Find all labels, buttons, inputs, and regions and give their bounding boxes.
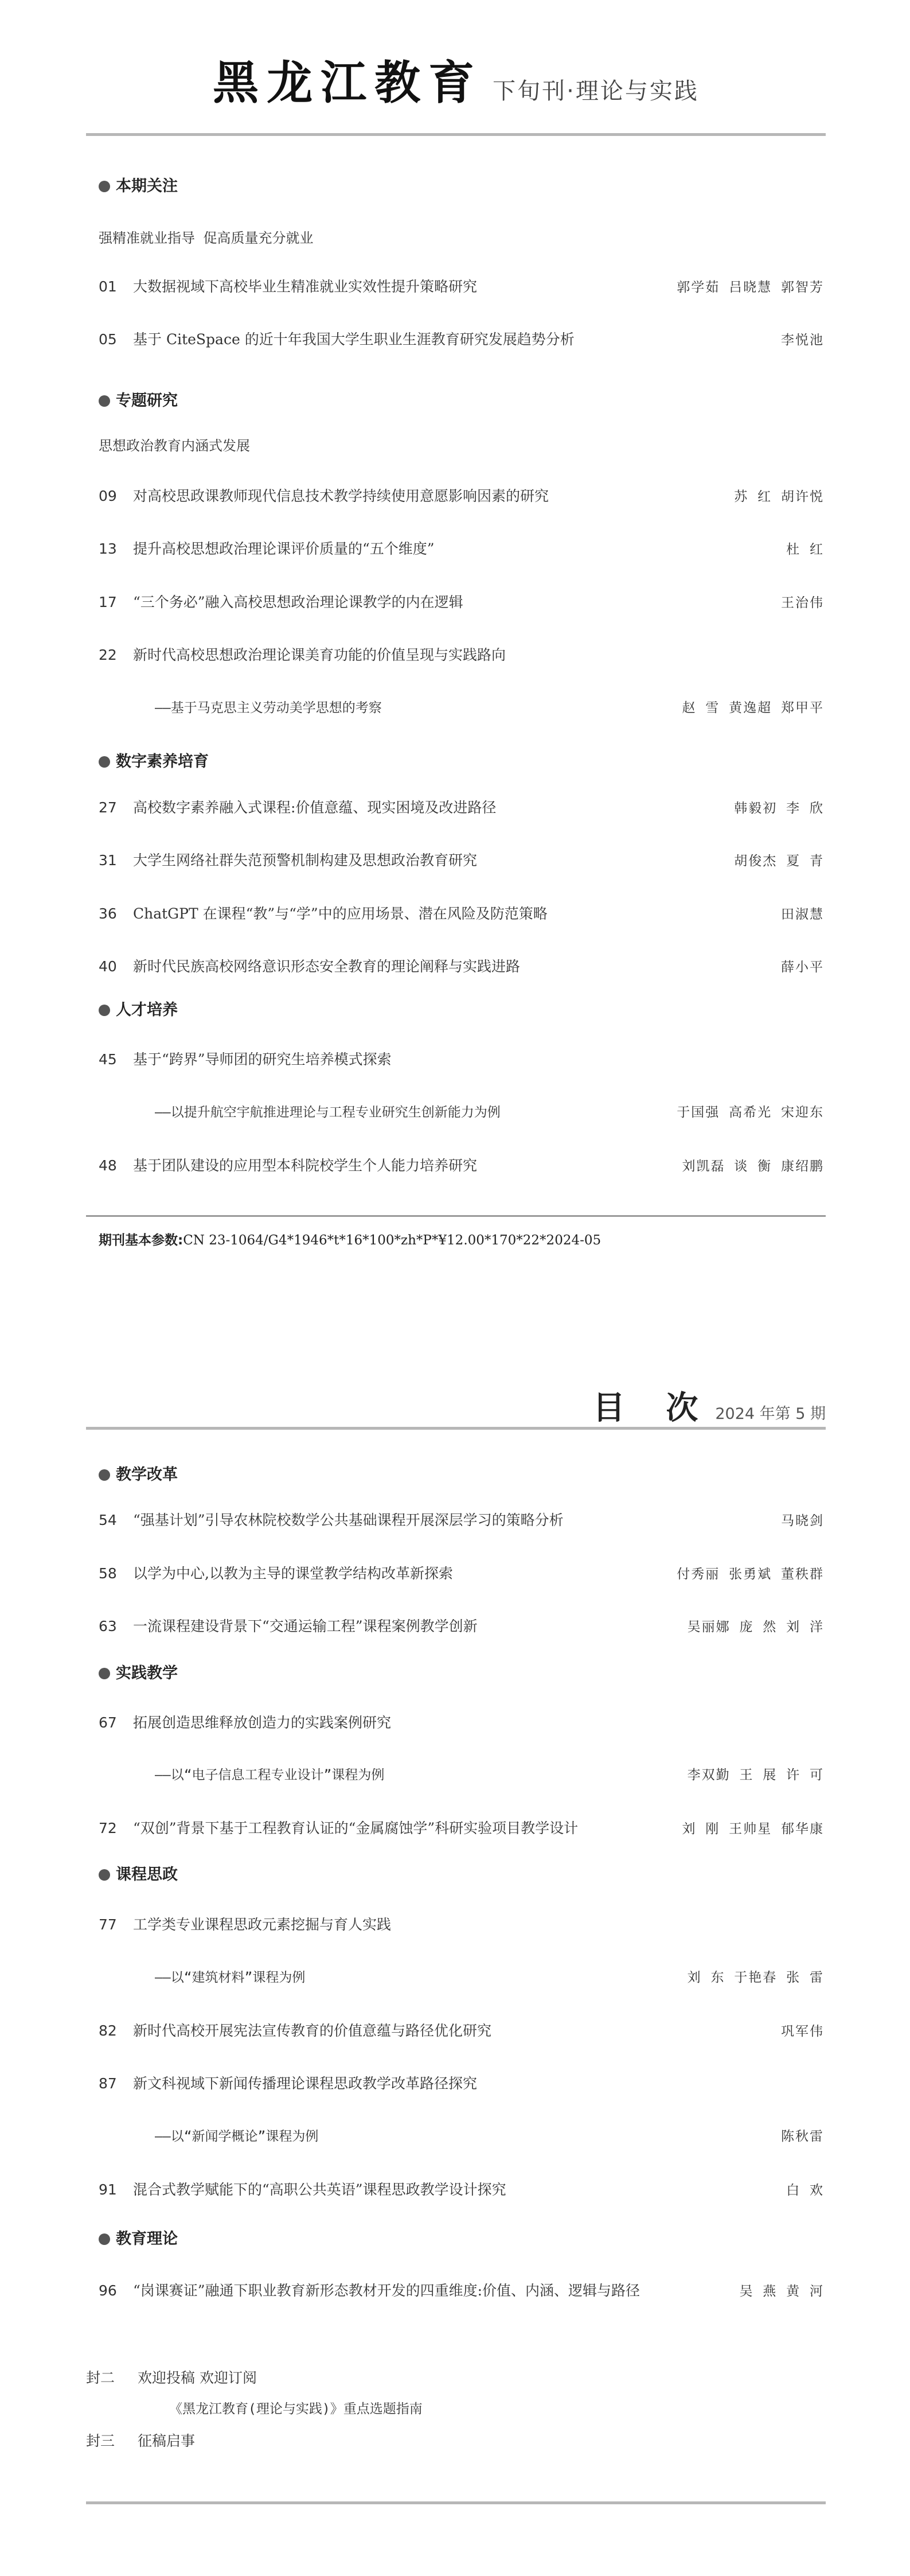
- toc-entry[interactable]: 58 以学为中心,以教为主导的课堂教学结构改革新探索 付秀丽 张勇斌 董秩群: [99, 1565, 824, 1582]
- toc-entry[interactable]: 17 “三个务必”融入高校思想政治理论课教学的内在逻辑 王治伟: [99, 594, 824, 610]
- toc-entry[interactable]: 91 混合式教学赋能下的“高职公共英语”课程思政教学设计探究 白 欢: [99, 2181, 824, 2198]
- toc-entry-continuation: ——以“新闻学概论”课程为例 陈秋雷: [155, 2129, 824, 2144]
- bullet-dot-icon: [99, 395, 110, 407]
- bullet-dot-icon: [99, 756, 110, 768]
- masthead: [86, 46, 826, 138]
- toc-entry[interactable]: 67 拓展创造思维释放创造力的实践案例研究: [99, 1714, 392, 1731]
- bottom-rule: [86, 2501, 826, 2504]
- toc-entry-continuation: ——以“建筑材料”课程为例 刘 东 于艳春 张 雷: [155, 1970, 824, 1985]
- section-heading: 数字素养培育: [99, 749, 209, 771]
- bullet-dot-icon: [99, 2233, 110, 2245]
- section-divider: [86, 1215, 826, 1217]
- bullet-dot-icon: [99, 1005, 110, 1016]
- toc-entry[interactable]: 77 工学类专业课程思政元素挖掘与育人实践: [99, 1916, 392, 1933]
- toc-rule: [86, 1427, 826, 1430]
- bullet-dot-icon: [99, 1668, 110, 1679]
- toc-entry[interactable]: 13 提升高校思想政治理论课评价质量的“五个维度” 杜 红: [99, 540, 824, 557]
- bullet-dot-icon: [99, 1869, 110, 1881]
- toc-entry[interactable]: 72 “双创”背景下基于工程教育认证的“金属腐蚀学”科研实验项目教学设计 刘 刚 王帅星 郁华康: [99, 1820, 824, 1836]
- toc-entry[interactable]: 63 一流课程建设背景下“交通运输工程”课程案例教学创新 吴丽娜 庞 然 刘 洋: [99, 1618, 824, 1635]
- cover2-subnote: 《黑龙江教育(理论与实践)》重点选题指南: [169, 2402, 423, 2417]
- bullet-dot-icon: [99, 1469, 110, 1481]
- section-heading: 实践教学: [99, 1660, 178, 1683]
- toc-entry[interactable]: 27 高校数字素养融入式课程:价值意蕴、现实困境及改进路径 韩毅初 李 欣: [99, 799, 824, 816]
- toc-title: 目 次: [592, 1389, 713, 1427]
- section-heading: 教育理论: [99, 2226, 178, 2248]
- toc-entry[interactable]: 31 大学生网络社群失范预警机制构建及思想政治教育研究 胡俊杰 夏 青: [99, 852, 824, 869]
- section-subheading: 强精准就业指导 促高质量充分就业: [99, 230, 314, 246]
- section-heading: 本期关注: [99, 173, 178, 196]
- masthead-rule: [86, 133, 826, 136]
- toc-issue: 2024 年第 5 期: [715, 1405, 826, 1423]
- cover2-note: 封二 欢迎投稿 欢迎订阅: [86, 2369, 257, 2386]
- toc-header: [86, 1383, 826, 1427]
- journal-subtitle: 下旬刊·理论与实践: [493, 78, 699, 104]
- section-heading: 课程思政: [99, 1862, 178, 1884]
- toc-entry[interactable]: 09 对高校思政课教师现代信息技术教学持续使用意愿影响因素的研究 苏 红 胡许悦: [99, 488, 824, 504]
- toc-entry[interactable]: 96 “岗课赛证”融通下职业教育新形态教材开发的四重维度:价值、内涵、逻辑与路径 吴 燕 黄 河: [99, 2282, 824, 2299]
- toc-entry[interactable]: 22 新时代高校思想政治理论课美育功能的价值呈现与实践路向: [99, 647, 506, 663]
- section-heading: 人才培养: [99, 997, 178, 1019]
- toc-entry[interactable]: 48 基于团队建设的应用型本科院校学生个人能力培养研究 刘凯磊 谈 衡 康绍鹏: [99, 1157, 824, 1174]
- cover3-note: 封三 征稿启事: [86, 2433, 196, 2449]
- toc-entry-continuation: ——以“电子信息工程专业设计”课程为例 李双勤 王 展 许 可: [155, 1768, 824, 1783]
- toc-entry[interactable]: 40 新时代民族高校网络意识形态安全教育的理论阐释与实践进路 薛小平: [99, 958, 824, 975]
- toc-entry[interactable]: 01 大数据视域下高校毕业生精准就业实效性提升策略研究 郭学茹 吕晓慧 郭智芳: [99, 278, 824, 295]
- toc-entry[interactable]: 05 基于 CiteSpace 的近十年我国大学生职业生涯教育研究发展趋势分析 李悦池: [99, 331, 824, 348]
- toc-entry[interactable]: 82 新时代高校开展宪法宣传教育的价值意蕴与路径优化研究 巩军伟: [99, 2022, 824, 2039]
- toc-entry[interactable]: 36 ChatGPT 在课程“教”与“学”中的应用场景、潜在风险及防范策略 田淑慧: [99, 905, 824, 922]
- toc-entry[interactable]: 45 基于“跨界”导师团的研究生培养模式探索: [99, 1051, 392, 1068]
- toc-entry-continuation: ——以提升航空宇航推进理论与工程专业研究生创新能力为例 于国强 高希光 宋迎东: [155, 1105, 824, 1120]
- toc-entry[interactable]: 87 新文科视域下新闻传播理论课程思政教学改革路径探究: [99, 2075, 478, 2092]
- journal-title: 黑龙江教育: [213, 56, 483, 110]
- section-heading: 教学改革: [99, 1462, 178, 1484]
- bullet-dot-icon: [99, 181, 110, 192]
- toc-entry-continuation: ——基于马克思主义劳动美学思想的考察 赵 雪 黄逸超 郑甲平: [155, 701, 824, 715]
- section-heading: 专题研究: [99, 388, 178, 410]
- journal-params: 期刊基本参数:CN 23-1064/G4*1946*t*16*100*zh*P*¥12.00*170*22*2024-05: [99, 1233, 602, 1248]
- toc-entry[interactable]: 54 “强基计划”引导农林院校数学公共基础课程开展深层学习的策略分析 马晓剑: [99, 1512, 824, 1528]
- section-subheading: 思想政治教育内涵式发展: [99, 438, 250, 454]
